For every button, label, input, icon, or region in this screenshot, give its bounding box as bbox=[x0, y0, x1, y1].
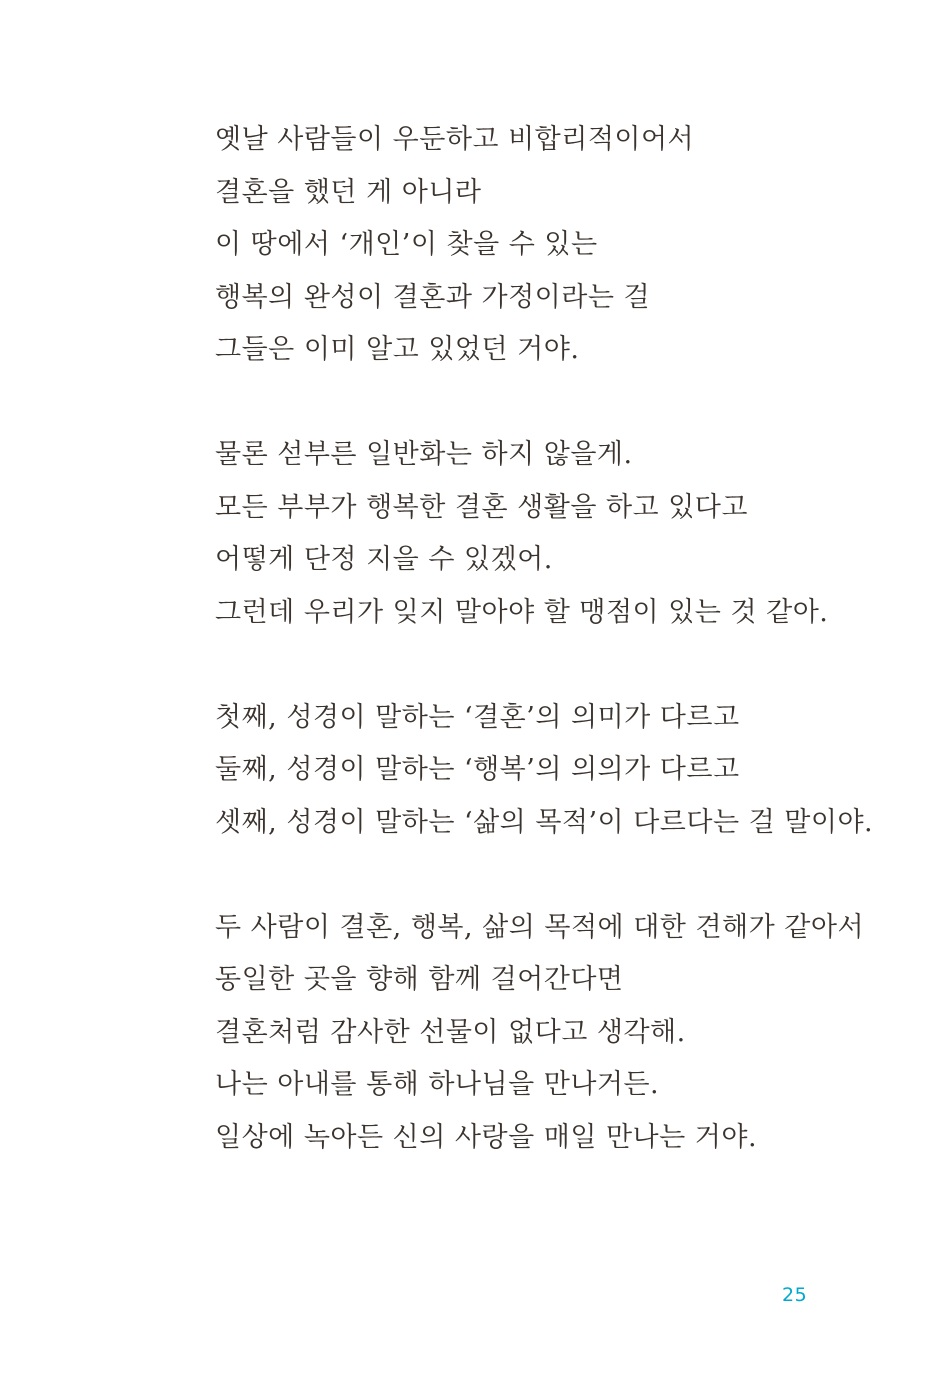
poem-line: 이 땅에서 ‘개인’이 찾을 수 있는 bbox=[215, 229, 598, 260]
poem-line: 일상에 녹아든 신의 사랑을 매일 만나는 거야. bbox=[215, 1121, 758, 1153]
stanza-2 bbox=[215, 429, 875, 639]
poem-line: 결혼처럼 감사한 선물이 없다고 생각해. bbox=[215, 1016, 686, 1048]
poem-line: 동일한 곳을 향해 함께 걸어간다면 bbox=[215, 964, 624, 995]
poem-line: 그들은 이미 알고 있었던 거야. bbox=[215, 334, 580, 365]
poem-line: 옛날 사람들이 우둔하고 비합리적이어서 bbox=[215, 124, 695, 155]
poem-line: 물론 섣부른 일반화는 하지 않을게. bbox=[215, 439, 633, 470]
poem-line: 행복의 완성이 결혼과 가정이라는 걸 bbox=[215, 281, 651, 313]
poem-line: 둘째, 성경이 말하는 ‘행복’의 의의가 다르고 bbox=[215, 754, 740, 785]
poem-text-block bbox=[215, 114, 875, 1164]
stanza-3 bbox=[215, 692, 875, 850]
poem-line: 나는 아내를 통해 하나님을 만나거든. bbox=[215, 1069, 660, 1100]
poem-line: 첫째, 성경이 말하는 ‘결혼’의 의미가 다르고 bbox=[215, 701, 740, 733]
poem-line: 모든 부부가 행복한 결혼 생활을 하고 있다고 bbox=[215, 491, 748, 523]
stanza-4 bbox=[215, 902, 875, 1165]
poem-line: 그런데 우리가 잊지 말아야 할 맹점이 있는 것 같아. bbox=[215, 596, 829, 628]
poem-line: 결혼을 했던 게 아니라 bbox=[215, 176, 482, 208]
poem-line: 어떻게 단정 지을 수 있겠어. bbox=[215, 544, 553, 575]
stanza-1 bbox=[215, 114, 875, 377]
poem-line: 두 사람이 결혼, 행복, 삶의 목적에 대한 견해가 같아서 bbox=[215, 911, 865, 943]
poem-line: 셋째, 성경이 말하는 ‘삶의 목적’이 다르다는 걸 말이야. bbox=[215, 806, 874, 838]
page-number: 25 bbox=[782, 1284, 808, 1306]
